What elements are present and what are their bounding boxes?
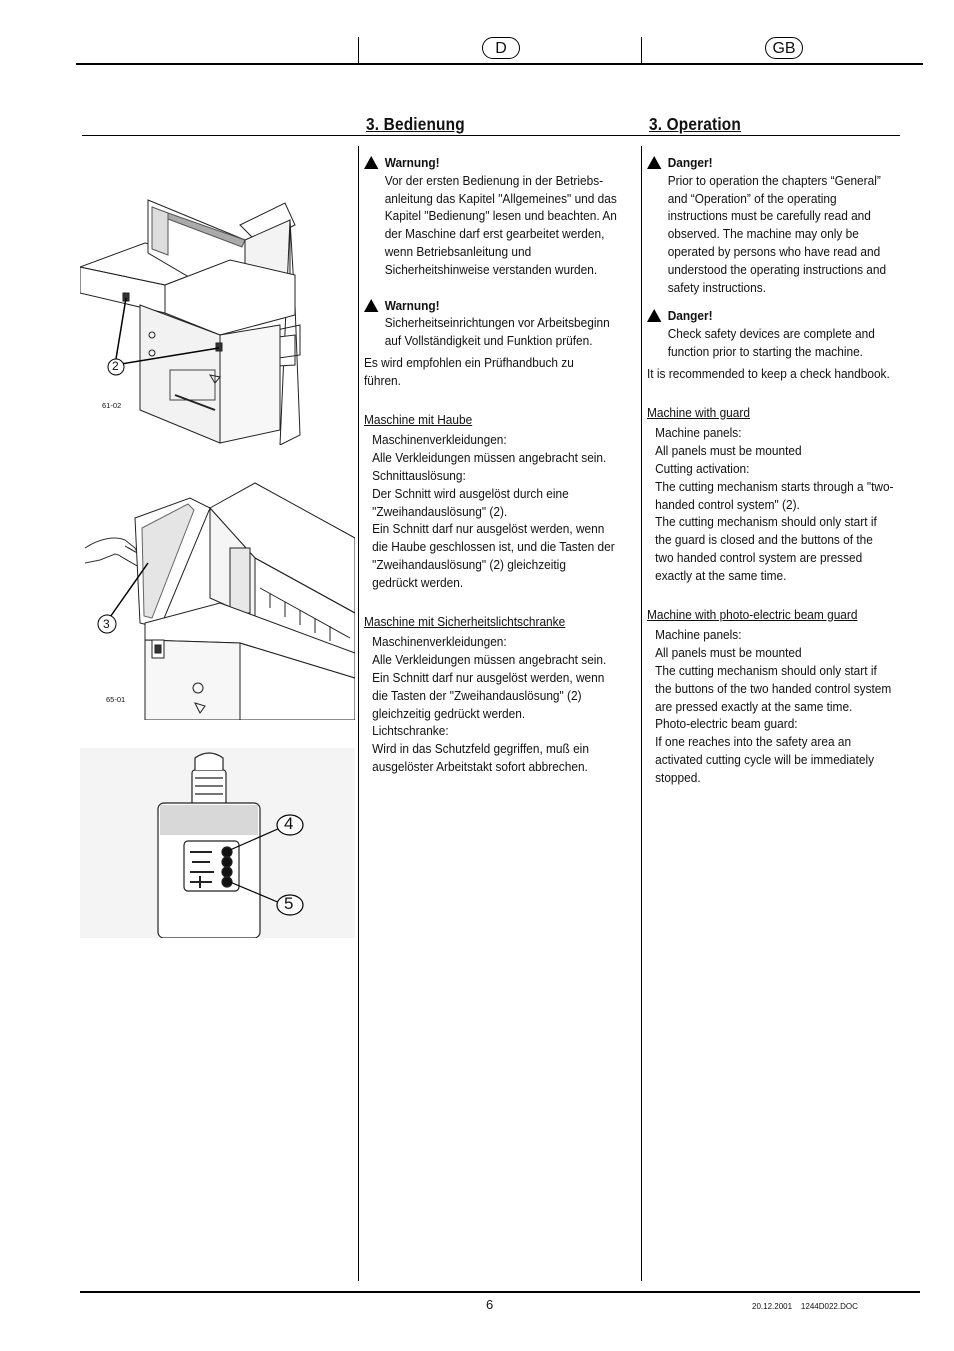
text-line: operated by persons who have read and	[667, 243, 881, 259]
column-divider-1	[358, 146, 359, 1281]
recommend-gb	[647, 365, 917, 383]
heading-de: 3. Bedienung	[366, 114, 465, 134]
text-line: Lichtschranke:	[372, 723, 449, 739]
figure-two-hand-control	[80, 478, 355, 720]
subheading-de-lichtschranke: Maschine mit Sicherheitslichtschranke	[364, 613, 566, 629]
text-line: stopped.	[655, 769, 701, 785]
subheading-gb-beam: Machine with photo-electric beam guard	[647, 606, 858, 622]
text-line: der Maschine darf erst gearbeitet werden,	[384, 226, 605, 242]
subheading-de-haube: Maschine mit Haube	[364, 411, 473, 427]
text-line: Prior to operation the chapters “General”	[667, 172, 881, 188]
text-line: führen.	[364, 372, 401, 388]
warning-title: Warnung!	[384, 297, 440, 313]
text-line: Ein Schnitt darf nur ausgelöst werden, wenn	[372, 669, 605, 685]
lang-badge-de: D	[482, 37, 520, 59]
text-line: Maschinenverkleidungen:	[372, 634, 507, 650]
text-line: Der Schnitt wird ausgelöst durch eine	[372, 485, 569, 501]
text-line: Machine panels:	[655, 627, 742, 643]
warning-triangle-icon	[364, 299, 378, 312]
header-divider-1	[358, 37, 359, 64]
figure-control-unit	[80, 748, 355, 938]
text-line: Wird in das Schutzfeld gegriffen, muß ein	[372, 741, 589, 757]
text-line: "Zweihandauslösung" (2) gleichzeitig	[372, 556, 566, 572]
heading-gb: 3. Operation	[649, 114, 741, 134]
text-line: Alle Verkleidungen müssen angebracht sein.	[372, 450, 607, 466]
text-line: are pressed exactly at the same time.	[655, 698, 853, 714]
lang-badge-gb: GB	[765, 37, 803, 59]
header-rule	[76, 63, 923, 65]
text-line: anleitung das Kapitel "Allgemeines" und das	[384, 190, 617, 206]
text-line: the guard is closed and the buttons of the	[655, 532, 873, 548]
section-gb-guard	[647, 424, 917, 584]
text-line: The cutting mechanism should only start if	[655, 662, 877, 678]
text-line: The cutting mechanism starts through a "two-	[655, 478, 894, 494]
warning-triangle-icon	[364, 156, 378, 169]
warning-text-de-1	[364, 172, 634, 279]
fig1-callout: 2	[112, 359, 119, 373]
subheading-gb-guard: Machine with guard	[647, 404, 750, 420]
text-line: die Haube geschlossen ist, und die Tasten der	[372, 539, 615, 555]
section-de-haube	[364, 431, 634, 591]
column-divider-2	[641, 146, 642, 1281]
text-line: Machine panels:	[655, 425, 742, 441]
figure-machine-guard	[80, 195, 355, 445]
text-line: function prior to starting the machine.	[667, 343, 863, 359]
text-line: activated cutting cycle will be immediately	[655, 751, 875, 767]
text-line: handed control system" (2).	[655, 496, 800, 512]
warning-text-gb-2	[647, 325, 917, 361]
text-line: Vor der ersten Bedienung in der Betriebs-	[384, 172, 604, 188]
text-line: Maschinenverkleidungen:	[372, 432, 507, 448]
text-line: instructions must be carefully read and	[667, 208, 871, 224]
warning-de-2	[364, 297, 634, 315]
column-de	[364, 154, 634, 776]
page-number: 6	[486, 1297, 494, 1312]
warning-text-gb-1	[647, 172, 917, 297]
text-line: gleichzeitig gedrückt werden.	[372, 705, 526, 721]
text-line: gedrückt werden.	[372, 574, 464, 590]
footer-rule	[80, 1291, 920, 1293]
text-line: All panels must be mounted	[655, 443, 802, 459]
heading-rule	[82, 135, 900, 136]
text-line: If one reaches into the safety area an	[655, 734, 852, 750]
text-line: understood the operating instructions and	[667, 261, 887, 277]
text-line: Photo-electric beam guard:	[655, 716, 798, 732]
text-line: die Tasten der "Zweihandauslösung" (2)	[372, 687, 582, 703]
text-line: All panels must be mounted	[655, 645, 802, 661]
text-line: "Zweihandauslösung" (2).	[372, 503, 508, 519]
text-line: two handed control system are pressed	[655, 549, 863, 565]
section-gb-beam	[647, 626, 917, 786]
section-de-lichtschranke	[364, 633, 634, 775]
warning-title: Danger!	[667, 308, 713, 324]
warning-gb-2	[647, 307, 917, 325]
warning-text-de-2	[364, 314, 634, 350]
footer-meta: 20.12.2001 1244D022.DOC	[752, 1302, 858, 1311]
text-line: It is recommended to keep a check handbook.	[647, 365, 890, 381]
text-line: The cutting mechanism should only start if	[655, 514, 877, 530]
text-line: auf Vollständigkeit und Funktion prüfen.	[384, 333, 593, 349]
text-line: Sicherheitseinrichtungen vor Arbeitsbeginn	[384, 315, 610, 331]
fig2-callout: 3	[103, 617, 110, 631]
text-line: observed. The machine may only be	[667, 226, 859, 242]
text-line: Es wird empfohlen ein Prüfhandbuch zu	[364, 354, 574, 370]
recommend-de	[364, 354, 634, 390]
warning-gb-1	[647, 154, 917, 172]
warning-de-1	[364, 154, 634, 172]
text-line: exactly at the same time.	[655, 567, 787, 583]
text-line: the buttons of the two handed control system	[655, 680, 892, 696]
fig3-callout-4: 4	[284, 814, 294, 833]
text-line: ausgelöster Arbeitstakt sofort abbrechen.	[372, 758, 588, 774]
text-line: safety instructions.	[667, 279, 766, 295]
text-line: Alle Verkleidungen müssen angebracht sein.	[372, 652, 607, 668]
column-gb	[647, 154, 917, 787]
text-line: Schnittauslösung:	[372, 467, 466, 483]
header-divider-2	[641, 37, 642, 64]
fig3-callout-5: 5	[284, 894, 294, 913]
text-line: Ein Schnitt darf nur ausgelöst werden, wenn	[372, 521, 605, 537]
text-line: Cutting activation:	[655, 460, 750, 476]
fig1-code: 61-02	[102, 401, 122, 410]
warning-title: Warnung!	[384, 155, 440, 170]
text-line: Sicherheitshinweise verstanden wurden.	[384, 261, 598, 277]
text-line: Kapitel "Bedienung" lesen und beachten. An	[384, 208, 617, 224]
text-line: and “Operation” of the operating	[667, 190, 837, 206]
warning-triangle-icon	[647, 156, 661, 169]
warning-triangle-icon	[647, 309, 661, 322]
fig2-code: 65-01	[106, 695, 126, 704]
text-line: wenn Betriebsanleitung und	[384, 243, 532, 259]
text-line: Check safety devices are complete and	[667, 326, 875, 342]
warning-title: Danger!	[667, 155, 713, 170]
